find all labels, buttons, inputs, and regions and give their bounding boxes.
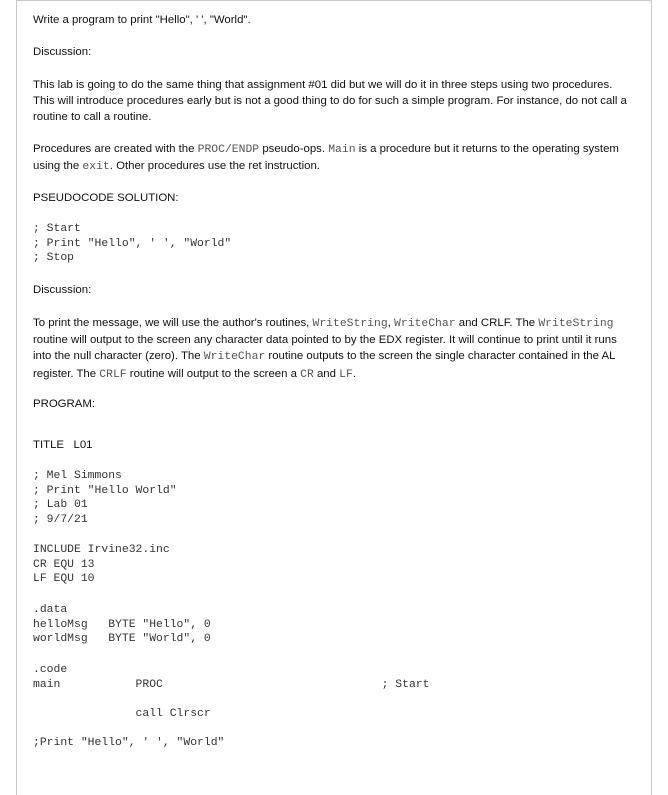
code-line: ; Print "Hello World" [33,484,177,497]
code-line: CR EQU 13 [33,558,95,571]
intro-paragraph: This lab is going to do the same thing that assignment #01 did but we will do it in three steps using two procedures. This will introduce procedures early but is not a good thing to do for such a simple program. For instance, do not call a routine to call a routine. [33,79,627,124]
code-line: LF EQU 10 [33,573,95,586]
code-line [33,692,429,707]
code-line: .code [33,664,68,676]
code-line: ; Stop [33,252,75,265]
code-line: ; Mel Simmons [33,470,122,482]
pseudocode-heading: PSEUDOCODE SOLUTION: [33,192,179,204]
procedures-paragraph: Procedures are created with the PROC/ENDP pseudo-ops. Main is a procedure but it returns to the operating system using the exit. Other procedures use the ret instruction. [33,143,619,174]
code-line: main PROC ; Start [33,678,430,691]
code-line [33,721,429,736]
assignment-title: Write a program to print "Hello", ' ', "World". [33,14,251,26]
code-line: ; 9/7/21 [33,513,88,526]
code-line: helloMsg BYTE "Hello", 0 [33,618,211,631]
code-line: worldMsg BYTE "World", 0 [33,633,211,646]
pseudocode-block [33,222,231,266]
code-line: ; Print "Hello", ' ', "World" [33,237,232,250]
routines-paragraph: To print the message, we will use the author's routines, WriteString, WriteChar and CRLF. The WriteString routine will output to the screen any character data pointed to by the EDX register. It will continue to print until it runs into the null character (zero). The WriteChar routine outputs to the screen the single character contained in the AL register. The CRLF routine will output to the screen a CR and LF. [33,317,617,381]
code-line: INCLUDE Irvine32.inc [33,544,170,556]
code-line: ; Start [33,223,81,235]
code-line: ;Print "Hello", ' ', "World" [33,736,225,749]
code-line: ; Lab 01 [33,499,88,512]
header-comments-block [33,469,177,527]
includes-block [33,543,170,587]
program-title: TITLE L01 [33,439,93,451]
discussion-heading: Discussion: [33,46,92,58]
program-heading: PROGRAM: [33,398,96,410]
discussion-heading: Discussion: [33,284,92,296]
data-section-block [33,603,211,647]
code-line: .data [33,604,68,616]
code-section-block [33,663,429,751]
code-line: call Clrscr [33,707,211,720]
